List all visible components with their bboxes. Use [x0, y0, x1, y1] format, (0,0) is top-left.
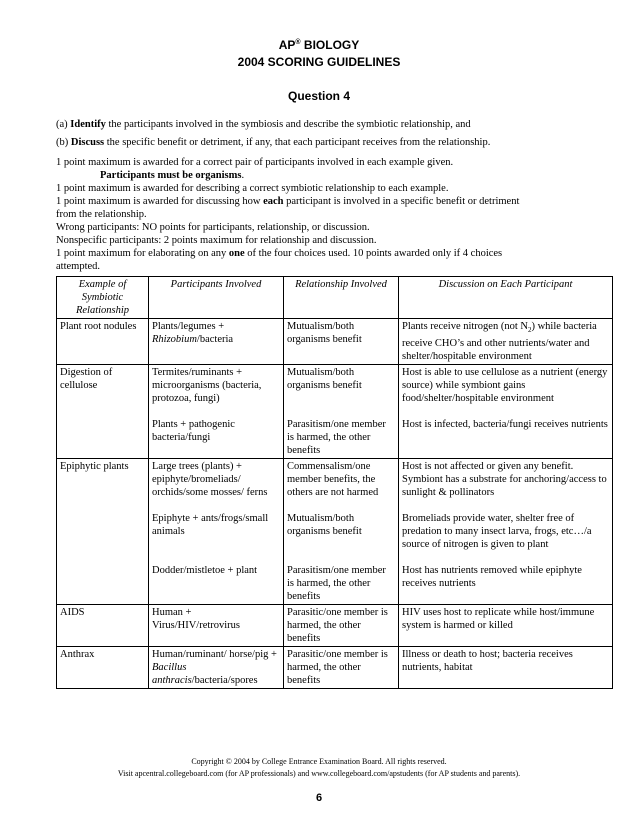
- relationship-text: Mutualism/both organisms benefit: [287, 513, 362, 538]
- rule-line: Nonspecific participants: 2 points maximum for relationship and discussion.: [56, 235, 377, 246]
- column-header: Example of Symbiotic Relationship: [57, 277, 149, 319]
- relationship-text: Commensalism/one member benefits, the others are not harmed: [287, 461, 379, 499]
- prompt-b-keyword: Discuss: [70, 137, 105, 148]
- column-header: Discussion on Each Participant: [399, 277, 613, 319]
- rule-line: 1 point maximum is awarded for describing a correct symbiotic relationship to each example.: [56, 183, 449, 194]
- discussion-cell: [399, 459, 613, 605]
- discussion-cell: Illness or death to host; bacteria receives nutrients, habitat: [399, 647, 613, 689]
- participants-cell: [149, 365, 284, 459]
- participants-text: Dodder/mistletoe + plant: [152, 565, 258, 577]
- participants-cell: Human + Virus/HIV/retrovirus: [149, 605, 284, 647]
- column-header: Participants Involved: [149, 277, 284, 319]
- example-cell: AIDS: [57, 605, 149, 647]
- prompt-a-keyword: Identify: [70, 119, 106, 130]
- prompt-b-text: the specific benefit or detriment, if any, that each participant receives from the relationship.: [104, 137, 491, 148]
- spacer: [152, 538, 280, 564]
- spacer: [152, 499, 280, 512]
- participants-text: Human/ruminant/ horse/pig +: [152, 649, 277, 661]
- table-row: [57, 459, 613, 605]
- participants-text: Epiphyte + ants/frogs/small animals: [152, 513, 269, 538]
- relationship-cell: Parasitic/one member is harmed, the other benefits: [284, 647, 399, 689]
- rule-line: attempted.: [56, 261, 101, 272]
- organism-name: Rhizobium: [152, 334, 197, 345]
- participants-text: /bacteria: [196, 334, 234, 345]
- discussion-text: Bromeliads provide water, shelter free of predation to many insect larva, frogs, etc…/a source of nitrogen is given to plant: [402, 513, 592, 551]
- rule-line: 1 point maximum is awarded for a correct pair of participants involved in each example given.: [56, 157, 454, 168]
- rule-line: Wrong participants: NO points for participants, relationship, or discussion.: [56, 222, 370, 233]
- column-header: Relationship Involved: [284, 277, 399, 319]
- subscript: 2: [527, 326, 532, 335]
- relationship-cell: [284, 365, 399, 459]
- discussion-text: Host is infected, bacteria/fungi receives nutrients: [402, 419, 608, 431]
- prompt-b-label: (b): [56, 137, 71, 148]
- spacer: [402, 405, 609, 418]
- footer-links: Visit apcentral.collegeboard.com (for AP professionals) and www.collegeboard.com/apstudents (for AP students and parents).: [117, 769, 521, 778]
- spacer: [402, 499, 609, 512]
- title-biology: BIOLOGY: [300, 38, 360, 52]
- organism-name: Bacillus anthracis: [152, 662, 192, 687]
- discussion-cell: HIV uses host to replicate while host/immune system is harmed or killed: [399, 605, 613, 647]
- relationship-text: Parasitism/one member is harmed, the other benefits: [287, 565, 386, 603]
- discussion-text: ) while bacteria receive CHO’s and other nutrients/water and shelter/hospitable environment: [402, 321, 597, 363]
- participants-cell: [149, 459, 284, 605]
- rule-emphasis-text: Participants must be organisms: [100, 170, 242, 181]
- registered-mark: ®: [295, 39, 301, 46]
- prompt-a-label: (a): [56, 119, 71, 130]
- rule-line-emphasis: [56, 169, 612, 182]
- page-title: [0, 38, 638, 52]
- page-subtitle: 2004 SCORING GUIDELINES: [237, 55, 401, 69]
- spacer: [287, 392, 395, 418]
- prompt-part-a: [56, 118, 606, 131]
- example-cell: Anthrax: [57, 647, 149, 689]
- relationship-cell: [284, 459, 399, 605]
- spacer: [287, 499, 395, 512]
- participants-text: Plants + pathogenic bacteria/fungi: [152, 419, 235, 444]
- table-row: [57, 365, 613, 459]
- spacer: [152, 405, 280, 418]
- example-cell: Epiphytic plants: [57, 459, 149, 605]
- symbiosis-table: [56, 276, 613, 689]
- example-cell: Digestion of cellulose: [57, 365, 149, 459]
- relationship-text: Mutualism/both organisms benefit: [287, 367, 362, 392]
- participants-cell: [149, 319, 284, 365]
- spacer: [402, 551, 609, 564]
- rule-text: 1 point maximum for elaborating on any: [56, 248, 229, 259]
- copyright-notice: Copyright © 2004 by College Entrance Examination Board. All rights reserved.: [191, 757, 447, 766]
- discussion-text: Host has nutrients removed while epiphyte receives nutrients: [402, 565, 582, 590]
- rule-bold: each: [263, 196, 284, 207]
- question-heading: Question 4: [287, 89, 350, 103]
- rule-line: [56, 195, 612, 208]
- relationship-text: Parasitism/one member is harmed, the other benefits: [287, 419, 386, 457]
- title-ap: AP: [278, 38, 296, 52]
- participants-text: Termites/ruminants + microorganisms (bacteria, protozoa, fungi): [152, 367, 262, 405]
- rule-text: of the four choices used. 10 points awarded only if 4 choices: [244, 248, 503, 259]
- discussion-cell: [399, 319, 613, 365]
- rule-line: from the relationship.: [56, 209, 147, 220]
- scoring-rules: [56, 156, 612, 273]
- discussion-text: Plants receive nitrogen (not N: [402, 321, 528, 332]
- prompt-part-b: [56, 136, 606, 149]
- table-row: [57, 647, 613, 689]
- relationship-cell: Parasitic/one member is harmed, the other benefits: [284, 605, 399, 647]
- spacer: [287, 538, 395, 564]
- relationship-cell: Mutualism/both organisms benefit: [284, 319, 399, 365]
- discussion-text: Host is not affected or given any benefit. Symbiont has a substrate for anchoring/access to sunlight & pollinators: [402, 461, 607, 499]
- discussion-cell: [399, 365, 613, 459]
- rule-text: participant is involved in a specific benefit or detriment: [283, 196, 520, 207]
- rule-emphasis-end: .: [241, 170, 245, 181]
- prompt-a-text: the participants involved in the symbiosis and describe the symbiotic relationship, and: [105, 119, 471, 130]
- participants-cell: [149, 647, 284, 689]
- example-cell: Plant root nodules: [57, 319, 149, 365]
- rule-bold: one: [228, 248, 245, 259]
- table-row: [57, 605, 613, 647]
- table-header-row: [57, 277, 613, 319]
- participants-text: Plants/legumes +: [152, 321, 225, 332]
- discussion-text: Host is able to use cellulose as a nutrient (energy source) while symbiont gains food/shelter/hospitable environment: [402, 367, 608, 405]
- rule-text: 1 point maximum is awarded for discussing how: [56, 196, 264, 207]
- page-number: 6: [315, 792, 323, 804]
- rule-line: [56, 247, 612, 260]
- participants-text: Large trees (plants) + epiphyte/bromeliads/ orchids/some mosses/ ferns: [152, 461, 268, 499]
- participants-text: /bacteria/spores: [191, 675, 258, 687]
- table-row: [57, 319, 613, 365]
